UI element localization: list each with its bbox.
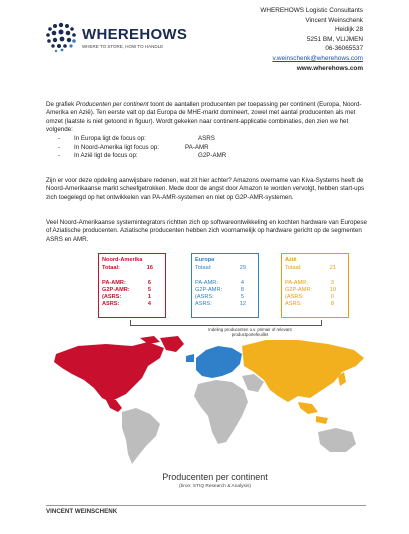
continent-title: Noord-Amerika <box>102 257 143 263</box>
logo-wordmark: WHEREHOWS <box>82 26 188 43</box>
count-value: 5 <box>240 294 244 300</box>
count-label: PA-AMR: <box>285 280 308 286</box>
company-logo <box>44 20 188 60</box>
street-address: Heidijk 28 <box>334 26 363 34</box>
total-value: 21 <box>329 265 336 271</box>
count-value: 12 <box>239 301 246 307</box>
footer-name: VINCENT WEINSCHENK <box>46 508 118 515</box>
total-label: Totaal: <box>102 265 120 271</box>
paragraph-integrators: Veel Noord-Amerikaanse systemintegrators richtten zich op softwareontwikkeling en kochten hardware van Europese of Aziatische producenten. Aziatische producenten hebben zich voornamelijk op hardware gericht op de segmenten ASRS en AMR. <box>46 219 367 243</box>
continent-box-north-america <box>98 253 166 318</box>
count-label: G2P-AMR: <box>195 287 223 293</box>
bracket-note: Indeling producenten o.v. primair of relevant productportefeuillet <box>208 327 292 337</box>
paragraph-intro-rest: toont de aantallen producenten per toepassing per continent (Europa, Noord-Amerika en Azië). Ten eerste valt op dat Europa de MHE-markt domineert, zowel met aantal producenten als met omzet (laatste is niet getoond in figuur). Wordt gekeken naar continent-applicatie combinaties, den zien we het volgende: <box>46 101 362 134</box>
bullet-dash: - <box>58 135 61 142</box>
logo-tagline: WHERE TO STORE, HOW TO HANDLE <box>82 44 164 49</box>
map-europe <box>186 346 242 378</box>
count-value: 10 <box>329 287 336 293</box>
footer-divider <box>46 505 366 506</box>
count-label: ASRS: <box>102 301 120 307</box>
map-south-america <box>122 408 160 464</box>
count-label: PA-AMR: <box>102 280 126 286</box>
count-label: PA-AMR: <box>195 280 218 286</box>
list-item-text: In Noord-Amerika ligt focus op: <box>74 143 159 151</box>
count-value: 1 <box>147 294 151 300</box>
total-value: 16 <box>146 265 153 271</box>
city-address: 5251 BM, VLIJMEN <box>306 35 363 43</box>
count-value: 5 <box>147 287 151 293</box>
map-africa <box>194 380 248 444</box>
count-label: (ASRS: <box>285 294 304 300</box>
caption-source: (bron: STIQ Research & Analysis) <box>179 484 251 489</box>
map-greenland <box>160 336 184 352</box>
continent-box-asia <box>281 253 349 318</box>
count-label: G2P-AMR: <box>285 287 313 293</box>
count-value: 6 <box>147 280 151 286</box>
company-name: WHEREHOWS Logistic Consultants <box>260 7 363 14</box>
total-label: Totaal: <box>195 265 212 271</box>
paragraph-intro-start: De grafiek <box>46 101 76 108</box>
count-label: (ASRS: <box>195 294 214 300</box>
count-value: 0 <box>330 294 334 300</box>
map-australia <box>318 428 356 452</box>
count-value: 4 <box>147 301 151 307</box>
map-central-america <box>106 400 122 412</box>
boxes-bracket <box>130 320 322 326</box>
bullet-dash: - <box>58 152 61 159</box>
logo-globe-icon <box>44 20 80 54</box>
list-item-text: In Azië ligt de focus op: <box>74 152 138 159</box>
continent-title: Europa <box>195 257 215 263</box>
phone-number: 06-36065537 <box>325 45 363 53</box>
count-label: G2P-AMR: <box>102 287 130 293</box>
count-value: 4 <box>240 280 244 286</box>
person-name: Vincent Weinschenk <box>305 16 363 24</box>
total-label: Totaal: <box>285 265 302 271</box>
list-item-value: G2P-AMR <box>198 152 227 159</box>
count-label: ASRS: <box>285 301 302 307</box>
bullet-dash: - <box>58 143 61 151</box>
list-item-value: ASRS <box>198 135 215 142</box>
caption-title: Producenten per continent <box>162 472 268 482</box>
map-north-america <box>54 336 164 402</box>
count-label: ASRS: <box>195 301 212 307</box>
continent-box-europe <box>191 253 259 318</box>
sender-address-block <box>260 6 363 73</box>
map-caption <box>140 472 290 489</box>
paragraph-intro <box>46 101 368 135</box>
website-text: www.wherehows.com <box>296 64 363 72</box>
count-value: 8 <box>240 287 244 293</box>
map-asia <box>242 340 364 402</box>
map-southeast-asia <box>298 402 328 424</box>
paragraph-reasons: Zijn er voor deze opdeling aanwijsbare redenen, wat zit hier achter? Amazons overname van Kiva-Systems heeft de Noord-Amerikaanse markt scheefgetrokken. Mede door de angst door Amazon te worden vervolgt, hebben start-ups zich toegelegd op het ontwikkelen van PA-AMR-systemen en niet op G2P-AMR-systemen. <box>46 177 365 201</box>
count-value: 8 <box>330 301 334 307</box>
email-link[interactable]: v.weinschenk@wherehows.com <box>272 54 363 62</box>
chart-reference: Producenten per continent <box>75 101 149 108</box>
count-label: (ASRS: <box>102 294 122 300</box>
continent-title: Azië <box>285 257 297 263</box>
list-item-value: PA-AMR <box>185 143 209 151</box>
count-value: 3 <box>330 280 334 286</box>
total-value: 29 <box>239 265 246 271</box>
world-map <box>36 336 376 466</box>
list-item-text: In Europa ligt de focus op: <box>74 135 146 142</box>
